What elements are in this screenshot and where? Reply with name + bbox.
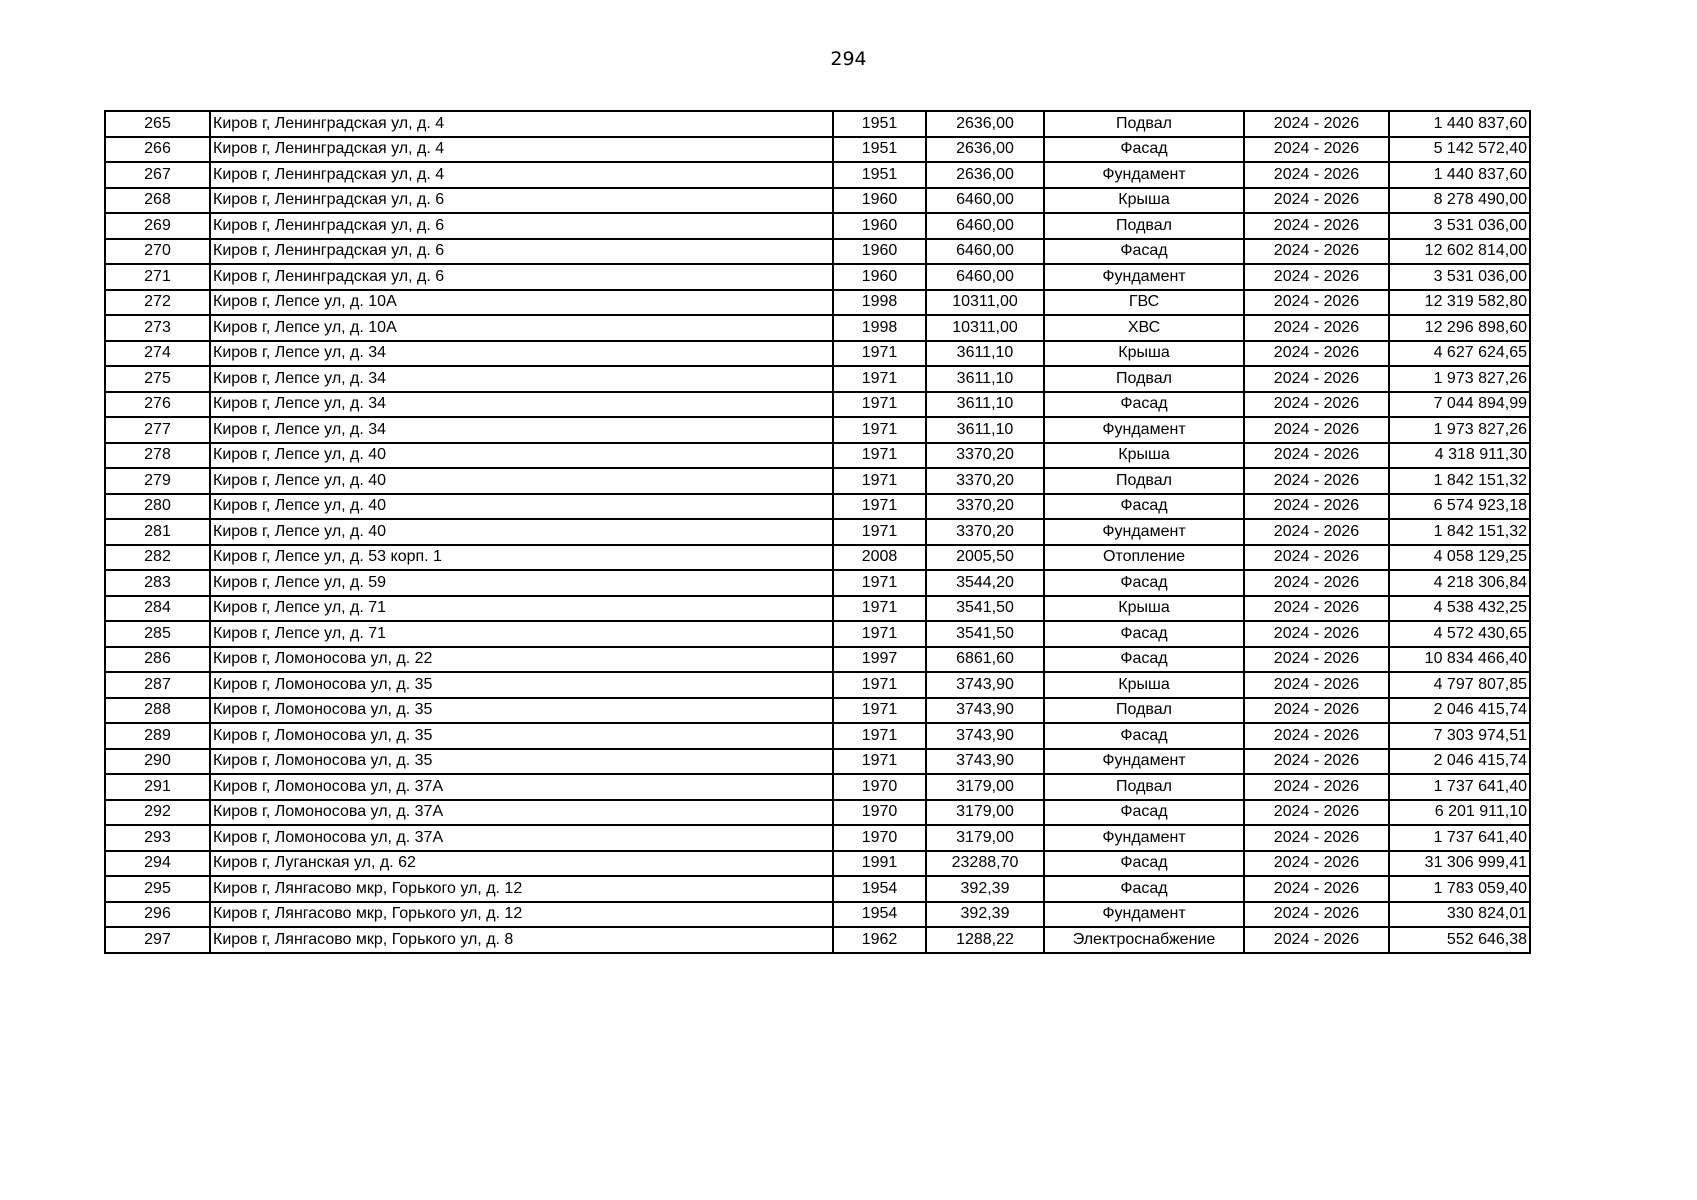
cost-cell: 4 572 430,65 <box>1389 621 1530 647</box>
address-cell: Киров г, Лепсе ул, д. 71 <box>210 596 833 622</box>
address-cell: Киров г, Ломоносова ул, д. 35 <box>210 749 833 775</box>
period-cell: 2024 - 2026 <box>1244 825 1389 851</box>
table-row <box>105 647 1530 673</box>
table-row <box>105 264 1530 290</box>
table-row <box>105 417 1530 443</box>
area-cell: 2636,00 <box>926 111 1044 137</box>
table-row <box>105 392 1530 418</box>
table-row <box>105 800 1530 826</box>
build-year-cell: 2008 <box>833 545 926 571</box>
build-year-cell: 1971 <box>833 519 926 545</box>
build-year-cell: 1954 <box>833 902 926 928</box>
row-number-cell: 276 <box>105 392 210 418</box>
area-cell: 3743,90 <box>926 723 1044 749</box>
row-number-cell: 290 <box>105 749 210 775</box>
table-row <box>105 137 1530 163</box>
build-year-cell: 1971 <box>833 698 926 724</box>
table-row <box>105 366 1530 392</box>
work-type-cell: Фундамент <box>1044 162 1244 188</box>
address-cell: Киров г, Лепсе ул, д. 34 <box>210 417 833 443</box>
address-cell: Киров г, Ломоносова ул, д. 35 <box>210 698 833 724</box>
work-type-cell: Крыша <box>1044 341 1244 367</box>
period-cell: 2024 - 2026 <box>1244 621 1389 647</box>
area-cell: 3611,10 <box>926 341 1044 367</box>
address-cell: Киров г, Лепсе ул, д. 34 <box>210 366 833 392</box>
area-cell: 10311,00 <box>926 290 1044 316</box>
row-number-cell: 287 <box>105 672 210 698</box>
period-cell: 2024 - 2026 <box>1244 672 1389 698</box>
address-cell: Киров г, Ломоносова ул, д. 35 <box>210 672 833 698</box>
build-year-cell: 1971 <box>833 443 926 469</box>
address-cell: Киров г, Лепсе ул, д. 10А <box>210 290 833 316</box>
build-year-cell: 1971 <box>833 494 926 520</box>
area-cell: 392,39 <box>926 876 1044 902</box>
build-year-cell: 1971 <box>833 596 926 622</box>
build-year-cell: 1971 <box>833 672 926 698</box>
work-type-cell: ХВС <box>1044 315 1244 341</box>
area-cell: 3541,50 <box>926 621 1044 647</box>
work-type-cell: Фасад <box>1044 723 1244 749</box>
table-row <box>105 723 1530 749</box>
period-cell: 2024 - 2026 <box>1244 519 1389 545</box>
table-row <box>105 698 1530 724</box>
address-cell: Киров г, Лянгасово мкр, Горького ул, д. 8 <box>210 927 833 953</box>
table-row <box>105 239 1530 265</box>
work-type-cell: Фасад <box>1044 570 1244 596</box>
work-type-cell: Крыша <box>1044 596 1244 622</box>
period-cell: 2024 - 2026 <box>1244 366 1389 392</box>
address-cell: Киров г, Ломоносова ул, д. 22 <box>210 647 833 673</box>
table-row <box>105 876 1530 902</box>
build-year-cell: 1951 <box>833 162 926 188</box>
work-type-cell: Фундамент <box>1044 902 1244 928</box>
period-cell: 2024 - 2026 <box>1244 876 1389 902</box>
work-type-cell: Подвал <box>1044 774 1244 800</box>
cost-cell: 1 783 059,40 <box>1389 876 1530 902</box>
cost-cell: 3 531 036,00 <box>1389 213 1530 239</box>
address-cell: Киров г, Лепсе ул, д. 40 <box>210 519 833 545</box>
work-type-cell: Фасад <box>1044 876 1244 902</box>
address-cell: Киров г, Лепсе ул, д. 59 <box>210 570 833 596</box>
row-number-cell: 291 <box>105 774 210 800</box>
area-cell: 3611,10 <box>926 366 1044 392</box>
cost-cell: 3 531 036,00 <box>1389 264 1530 290</box>
table-row <box>105 188 1530 214</box>
row-number-cell: 272 <box>105 290 210 316</box>
row-number-cell: 286 <box>105 647 210 673</box>
work-type-cell: ГВС <box>1044 290 1244 316</box>
build-year-cell: 1971 <box>833 723 926 749</box>
cost-cell: 1 440 837,60 <box>1389 162 1530 188</box>
row-number-cell: 296 <box>105 902 210 928</box>
period-cell: 2024 - 2026 <box>1244 443 1389 469</box>
address-cell: Киров г, Ленинградская ул, д. 6 <box>210 239 833 265</box>
period-cell: 2024 - 2026 <box>1244 417 1389 443</box>
build-year-cell: 1962 <box>833 927 926 953</box>
address-cell: Киров г, Лянгасово мкр, Горького ул, д. 12 <box>210 876 833 902</box>
work-type-cell: Фасад <box>1044 800 1244 826</box>
period-cell: 2024 - 2026 <box>1244 927 1389 953</box>
work-type-cell: Фасад <box>1044 851 1244 877</box>
row-number-cell: 266 <box>105 137 210 163</box>
table-row <box>105 927 1530 953</box>
work-type-cell: Электроснабжение <box>1044 927 1244 953</box>
work-type-cell: Фундамент <box>1044 825 1244 851</box>
cost-cell: 12 296 898,60 <box>1389 315 1530 341</box>
period-cell: 2024 - 2026 <box>1244 290 1389 316</box>
area-cell: 3370,20 <box>926 519 1044 545</box>
address-cell: Киров г, Ленинградская ул, д. 4 <box>210 162 833 188</box>
work-type-cell: Подвал <box>1044 213 1244 239</box>
work-type-cell: Фасад <box>1044 621 1244 647</box>
cost-cell: 7 303 974,51 <box>1389 723 1530 749</box>
area-cell: 3179,00 <box>926 825 1044 851</box>
cost-cell: 7 044 894,99 <box>1389 392 1530 418</box>
area-cell: 392,39 <box>926 902 1044 928</box>
address-cell: Киров г, Лепсе ул, д. 40 <box>210 443 833 469</box>
period-cell: 2024 - 2026 <box>1244 723 1389 749</box>
register-body <box>105 111 1530 953</box>
row-number-cell: 283 <box>105 570 210 596</box>
row-number-cell: 274 <box>105 341 210 367</box>
area-cell: 2636,00 <box>926 137 1044 163</box>
table-row <box>105 468 1530 494</box>
row-number-cell: 288 <box>105 698 210 724</box>
address-cell: Киров г, Ленинградская ул, д. 4 <box>210 137 833 163</box>
table-row <box>105 519 1530 545</box>
period-cell: 2024 - 2026 <box>1244 800 1389 826</box>
row-number-cell: 267 <box>105 162 210 188</box>
area-cell: 6861,60 <box>926 647 1044 673</box>
cost-cell: 1 842 151,32 <box>1389 468 1530 494</box>
row-number-cell: 297 <box>105 927 210 953</box>
address-cell: Киров г, Ломоносова ул, д. 37А <box>210 774 833 800</box>
build-year-cell: 1998 <box>833 290 926 316</box>
cost-cell: 1 973 827,26 <box>1389 366 1530 392</box>
address-cell: Киров г, Лепсе ул, д. 10А <box>210 315 833 341</box>
period-cell: 2024 - 2026 <box>1244 162 1389 188</box>
row-number-cell: 292 <box>105 800 210 826</box>
row-number-cell: 278 <box>105 443 210 469</box>
address-cell: Киров г, Ленинградская ул, д. 4 <box>210 111 833 137</box>
row-number-cell: 265 <box>105 111 210 137</box>
repair-register-table <box>104 110 1531 954</box>
period-cell: 2024 - 2026 <box>1244 468 1389 494</box>
cost-cell: 4 318 911,30 <box>1389 443 1530 469</box>
build-year-cell: 1971 <box>833 366 926 392</box>
cost-cell: 1 737 641,40 <box>1389 774 1530 800</box>
period-cell: 2024 - 2026 <box>1244 341 1389 367</box>
work-type-cell: Фундамент <box>1044 417 1244 443</box>
cost-cell: 31 306 999,41 <box>1389 851 1530 877</box>
period-cell: 2024 - 2026 <box>1244 596 1389 622</box>
period-cell: 2024 - 2026 <box>1244 188 1389 214</box>
page-number: 294 <box>830 48 867 70</box>
period-cell: 2024 - 2026 <box>1244 239 1389 265</box>
cost-cell: 2 046 415,74 <box>1389 698 1530 724</box>
cost-cell: 8 278 490,00 <box>1389 188 1530 214</box>
table-row <box>105 774 1530 800</box>
cost-cell: 1 842 151,32 <box>1389 519 1530 545</box>
work-type-cell: Фундамент <box>1044 519 1244 545</box>
build-year-cell: 1998 <box>833 315 926 341</box>
area-cell: 6460,00 <box>926 264 1044 290</box>
table-row <box>105 825 1530 851</box>
table-row <box>105 621 1530 647</box>
table-row <box>105 570 1530 596</box>
row-number-cell: 284 <box>105 596 210 622</box>
address-cell: Киров г, Лепсе ул, д. 34 <box>210 341 833 367</box>
cost-cell: 6 201 911,10 <box>1389 800 1530 826</box>
period-cell: 2024 - 2026 <box>1244 774 1389 800</box>
area-cell: 3179,00 <box>926 800 1044 826</box>
table-row <box>105 672 1530 698</box>
work-type-cell: Подвал <box>1044 111 1244 137</box>
build-year-cell: 1971 <box>833 749 926 775</box>
table-row <box>105 902 1530 928</box>
area-cell: 3370,20 <box>926 443 1044 469</box>
address-cell: Киров г, Лепсе ул, д. 40 <box>210 494 833 520</box>
row-number-cell: 281 <box>105 519 210 545</box>
table-row <box>105 749 1530 775</box>
address-cell: Киров г, Ломоносова ул, д. 35 <box>210 723 833 749</box>
work-type-cell: Крыша <box>1044 672 1244 698</box>
area-cell: 3611,10 <box>926 417 1044 443</box>
cost-cell: 5 142 572,40 <box>1389 137 1530 163</box>
cost-cell: 1 973 827,26 <box>1389 417 1530 443</box>
row-number-cell: 294 <box>105 851 210 877</box>
cost-cell: 2 046 415,74 <box>1389 749 1530 775</box>
period-cell: 2024 - 2026 <box>1244 647 1389 673</box>
table-row <box>105 315 1530 341</box>
cost-cell: 4 058 129,25 <box>1389 545 1530 571</box>
table-row <box>105 494 1530 520</box>
row-number-cell: 269 <box>105 213 210 239</box>
cost-cell: 1 440 837,60 <box>1389 111 1530 137</box>
address-cell: Киров г, Лепсе ул, д. 71 <box>210 621 833 647</box>
address-cell: Киров г, Ломоносова ул, д. 37А <box>210 800 833 826</box>
work-type-cell: Фасад <box>1044 392 1244 418</box>
cost-cell: 552 646,38 <box>1389 927 1530 953</box>
table-row <box>105 111 1530 137</box>
period-cell: 2024 - 2026 <box>1244 749 1389 775</box>
row-number-cell: 268 <box>105 188 210 214</box>
period-cell: 2024 - 2026 <box>1244 494 1389 520</box>
build-year-cell: 1971 <box>833 468 926 494</box>
table-row <box>105 545 1530 571</box>
area-cell: 2636,00 <box>926 162 1044 188</box>
address-cell: Киров г, Ленинградская ул, д. 6 <box>210 188 833 214</box>
period-cell: 2024 - 2026 <box>1244 315 1389 341</box>
address-cell: Киров г, Лянгасово мкр, Горького ул, д. 12 <box>210 902 833 928</box>
period-cell: 2024 - 2026 <box>1244 137 1389 163</box>
area-cell: 3611,10 <box>926 392 1044 418</box>
build-year-cell: 1960 <box>833 264 926 290</box>
period-cell: 2024 - 2026 <box>1244 545 1389 571</box>
build-year-cell: 1971 <box>833 417 926 443</box>
table-row <box>105 443 1530 469</box>
work-type-cell: Крыша <box>1044 188 1244 214</box>
build-year-cell: 1970 <box>833 800 926 826</box>
work-type-cell: Фундамент <box>1044 749 1244 775</box>
row-number-cell: 295 <box>105 876 210 902</box>
build-year-cell: 1960 <box>833 213 926 239</box>
build-year-cell: 1960 <box>833 239 926 265</box>
address-cell: Киров г, Ломоносова ул, д. 37А <box>210 825 833 851</box>
work-type-cell: Фасад <box>1044 137 1244 163</box>
area-cell: 1288,22 <box>926 927 1044 953</box>
cost-cell: 12 602 814,00 <box>1389 239 1530 265</box>
work-type-cell: Крыша <box>1044 443 1244 469</box>
cost-cell: 330 824,01 <box>1389 902 1530 928</box>
area-cell: 3544,20 <box>926 570 1044 596</box>
build-year-cell: 1970 <box>833 825 926 851</box>
cost-cell: 4 797 807,85 <box>1389 672 1530 698</box>
period-cell: 2024 - 2026 <box>1244 264 1389 290</box>
build-year-cell: 1971 <box>833 621 926 647</box>
work-type-cell: Отопление <box>1044 545 1244 571</box>
period-cell: 2024 - 2026 <box>1244 851 1389 877</box>
row-number-cell: 277 <box>105 417 210 443</box>
address-cell: Киров г, Лепсе ул, д. 34 <box>210 392 833 418</box>
cost-cell: 12 319 582,80 <box>1389 290 1530 316</box>
build-year-cell: 1951 <box>833 137 926 163</box>
period-cell: 2024 - 2026 <box>1244 392 1389 418</box>
row-number-cell: 282 <box>105 545 210 571</box>
cost-cell: 10 834 466,40 <box>1389 647 1530 673</box>
row-number-cell: 293 <box>105 825 210 851</box>
row-number-cell: 273 <box>105 315 210 341</box>
area-cell: 2005,50 <box>926 545 1044 571</box>
area-cell: 3743,90 <box>926 698 1044 724</box>
work-type-cell: Фасад <box>1044 494 1244 520</box>
area-cell: 3370,20 <box>926 468 1044 494</box>
build-year-cell: 1970 <box>833 774 926 800</box>
area-cell: 6460,00 <box>926 213 1044 239</box>
table-row <box>105 213 1530 239</box>
work-type-cell: Подвал <box>1044 698 1244 724</box>
cost-cell: 4 538 432,25 <box>1389 596 1530 622</box>
address-cell: Киров г, Лепсе ул, д. 53 корп. 1 <box>210 545 833 571</box>
address-cell: Киров г, Луганская ул, д. 62 <box>210 851 833 877</box>
build-year-cell: 1997 <box>833 647 926 673</box>
area-cell: 6460,00 <box>926 188 1044 214</box>
build-year-cell: 1971 <box>833 570 926 596</box>
cost-cell: 6 574 923,18 <box>1389 494 1530 520</box>
build-year-cell: 1954 <box>833 876 926 902</box>
address-cell: Киров г, Лепсе ул, д. 40 <box>210 468 833 494</box>
row-number-cell: 271 <box>105 264 210 290</box>
area-cell: 23288,70 <box>926 851 1044 877</box>
cost-cell: 1 737 641,40 <box>1389 825 1530 851</box>
cost-cell: 4 218 306,84 <box>1389 570 1530 596</box>
row-number-cell: 279 <box>105 468 210 494</box>
build-year-cell: 1971 <box>833 392 926 418</box>
cost-cell: 4 627 624,65 <box>1389 341 1530 367</box>
address-cell: Киров г, Ленинградская ул, д. 6 <box>210 264 833 290</box>
build-year-cell: 1971 <box>833 341 926 367</box>
work-type-cell: Фасад <box>1044 239 1244 265</box>
area-cell: 3743,90 <box>926 672 1044 698</box>
work-type-cell: Подвал <box>1044 468 1244 494</box>
work-type-cell: Подвал <box>1044 366 1244 392</box>
area-cell: 3370,20 <box>926 494 1044 520</box>
period-cell: 2024 - 2026 <box>1244 570 1389 596</box>
row-number-cell: 285 <box>105 621 210 647</box>
row-number-cell: 275 <box>105 366 210 392</box>
period-cell: 2024 - 2026 <box>1244 902 1389 928</box>
table-row <box>105 290 1530 316</box>
period-cell: 2024 - 2026 <box>1244 698 1389 724</box>
row-number-cell: 280 <box>105 494 210 520</box>
area-cell: 10311,00 <box>926 315 1044 341</box>
area-cell: 3541,50 <box>926 596 1044 622</box>
area-cell: 3179,00 <box>926 774 1044 800</box>
work-type-cell: Фундамент <box>1044 264 1244 290</box>
table-row <box>105 851 1530 877</box>
row-number-cell: 270 <box>105 239 210 265</box>
area-cell: 3743,90 <box>926 749 1044 775</box>
address-cell: Киров г, Ленинградская ул, д. 6 <box>210 213 833 239</box>
build-year-cell: 1951 <box>833 111 926 137</box>
period-cell: 2024 - 2026 <box>1244 111 1389 137</box>
table-row <box>105 162 1530 188</box>
table-row <box>105 596 1530 622</box>
build-year-cell: 1960 <box>833 188 926 214</box>
area-cell: 6460,00 <box>926 239 1044 265</box>
period-cell: 2024 - 2026 <box>1244 213 1389 239</box>
table-row <box>105 341 1530 367</box>
work-type-cell: Фасад <box>1044 647 1244 673</box>
build-year-cell: 1991 <box>833 851 926 877</box>
row-number-cell: 289 <box>105 723 210 749</box>
